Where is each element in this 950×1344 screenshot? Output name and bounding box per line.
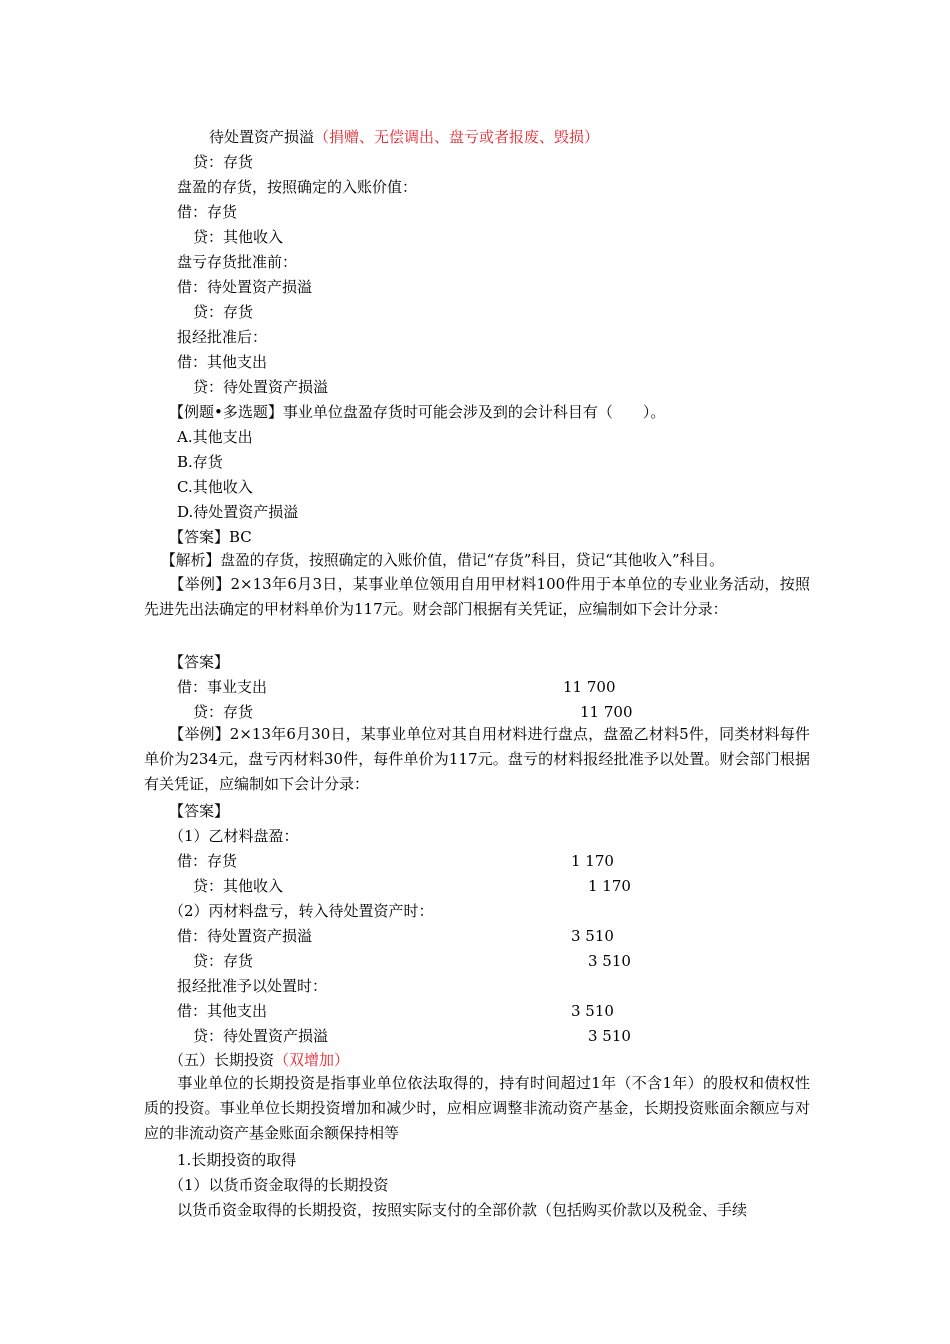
example2-step2-credit: 贷：存货 bbox=[193, 952, 254, 970]
example2-text: 【举例】2×13年6月30日，某事业单位对其自用材料进行盘点，盘盈乙材料5件，同类材料每件单价为234元，盘亏丙材料30件，每件单价为117元。盘亏的材料报经批准予以处置。财会部门根据有关凭证，应编制如下会计分录： bbox=[144, 725, 810, 793]
example2-step3-debit-amount: 3 510 bbox=[571, 1002, 614, 1020]
example2-step1-credit: 贷：其他收入 bbox=[193, 877, 284, 895]
example1-debit-amount: 11 700 bbox=[563, 678, 616, 696]
example2-answer-label: 【答案】 bbox=[169, 802, 230, 820]
example2-step2-debit: 借：待处置资产损溢 bbox=[177, 927, 313, 945]
example1-debit: 借：事业支出 bbox=[177, 678, 268, 696]
line-debit-pending: 借：待处置资产损溢 bbox=[177, 278, 313, 296]
example1-credit: 贷：存货 bbox=[193, 703, 254, 721]
question-analysis: 【解析】盘盈的存货，按照确定的入账价值，借记“存货”科目，贷记“其他收入”科目。 bbox=[161, 552, 724, 569]
question-option-d: D.待处置资产损溢 bbox=[177, 503, 299, 521]
red-note: （捐赠、无偿调出、盘亏或者报废、毁损） bbox=[314, 128, 600, 146]
example2-step3-debit: 借：其他支出 bbox=[177, 1002, 268, 1020]
example2-step1: （1）乙材料盘盈： bbox=[169, 827, 299, 845]
question-stem: 【例题•多选题】事业单位盘盈存货时可能会涉及到的会计科目有（ ）。 bbox=[169, 403, 666, 421]
section5-title bbox=[169, 1050, 349, 1070]
line-surplus-heading: 盘盈的存货，按照确定的入账价值： bbox=[177, 178, 418, 196]
example2-step1-debit: 借：存货 bbox=[177, 852, 238, 870]
example2-step2: （2）丙材料盘亏，转入待处置资产时： bbox=[169, 902, 434, 920]
line-text: 待处置资产损溢 bbox=[209, 128, 315, 146]
line-debit-other-expense: 借：其他支出 bbox=[177, 353, 268, 371]
example2-step1-debit-amount: 1 170 bbox=[571, 852, 614, 870]
section5-red-note: （双增加） bbox=[274, 1051, 350, 1069]
line-after-approval: 报经批准后： bbox=[177, 328, 268, 346]
section5-title-text: （五）长期投资 bbox=[169, 1051, 275, 1069]
question-option-b: B.存货 bbox=[177, 453, 223, 471]
example1-text: 【举例】2×13年6月3日，某事业单位领用自用甲材料100件用于本单位的专业业务活动，按照先进先出法确定的甲材料单价为117元。财会部门根据有关凭证，应编制如下会计分录： bbox=[144, 575, 810, 618]
line-shortage-before: 盘亏存货批准前： bbox=[177, 253, 298, 271]
section5-sub1: 1.长期投资的取得 bbox=[177, 1151, 297, 1169]
question-option-a: A.其他支出 bbox=[177, 428, 253, 446]
section5-paragraph: 事业单位的长期投资是指事业单位依法取得的，持有时间超过1年（不含1年）的股权和债权性质的投资。事业单位长期投资增加和减少时，应相应调整非流动资产基金，长期投资账面余额应与对应的非流动资产基金账面余额保持相等 bbox=[144, 1074, 810, 1142]
line-credit-inventory: 贷：存货 bbox=[193, 153, 254, 171]
line-credit-other-income: 贷：其他收入 bbox=[193, 228, 284, 246]
line-credit-pending: 贷：待处置资产损溢 bbox=[193, 378, 329, 396]
example2-step3-credit: 贷：待处置资产损溢 bbox=[193, 1027, 329, 1045]
line-credit-inventory-2: 贷：存货 bbox=[193, 303, 254, 321]
question-option-c: C.其他收入 bbox=[177, 478, 253, 496]
example2-step3: 报经批准予以处置时： bbox=[177, 977, 328, 995]
example2-step1-credit-amount: 1 170 bbox=[588, 877, 631, 895]
section5-sub1-1: （1）以货币资金取得的长期投资 bbox=[169, 1176, 389, 1194]
line-debit-inventory: 借：存货 bbox=[177, 203, 238, 221]
example1-credit-amount: 11 700 bbox=[580, 703, 633, 721]
example2-step2-credit-amount: 3 510 bbox=[588, 952, 631, 970]
line-pending-disposal bbox=[209, 127, 599, 147]
section5-last-line: 以货币资金取得的长期投资，按照实际支付的全部价款（包括购买价款以及税金、手续 bbox=[177, 1201, 748, 1219]
question-answer: 【答案】BC bbox=[169, 528, 252, 546]
example1-answer-label: 【答案】 bbox=[169, 653, 230, 671]
example2-step3-credit-amount: 3 510 bbox=[588, 1027, 631, 1045]
example2-step2-debit-amount: 3 510 bbox=[571, 927, 614, 945]
